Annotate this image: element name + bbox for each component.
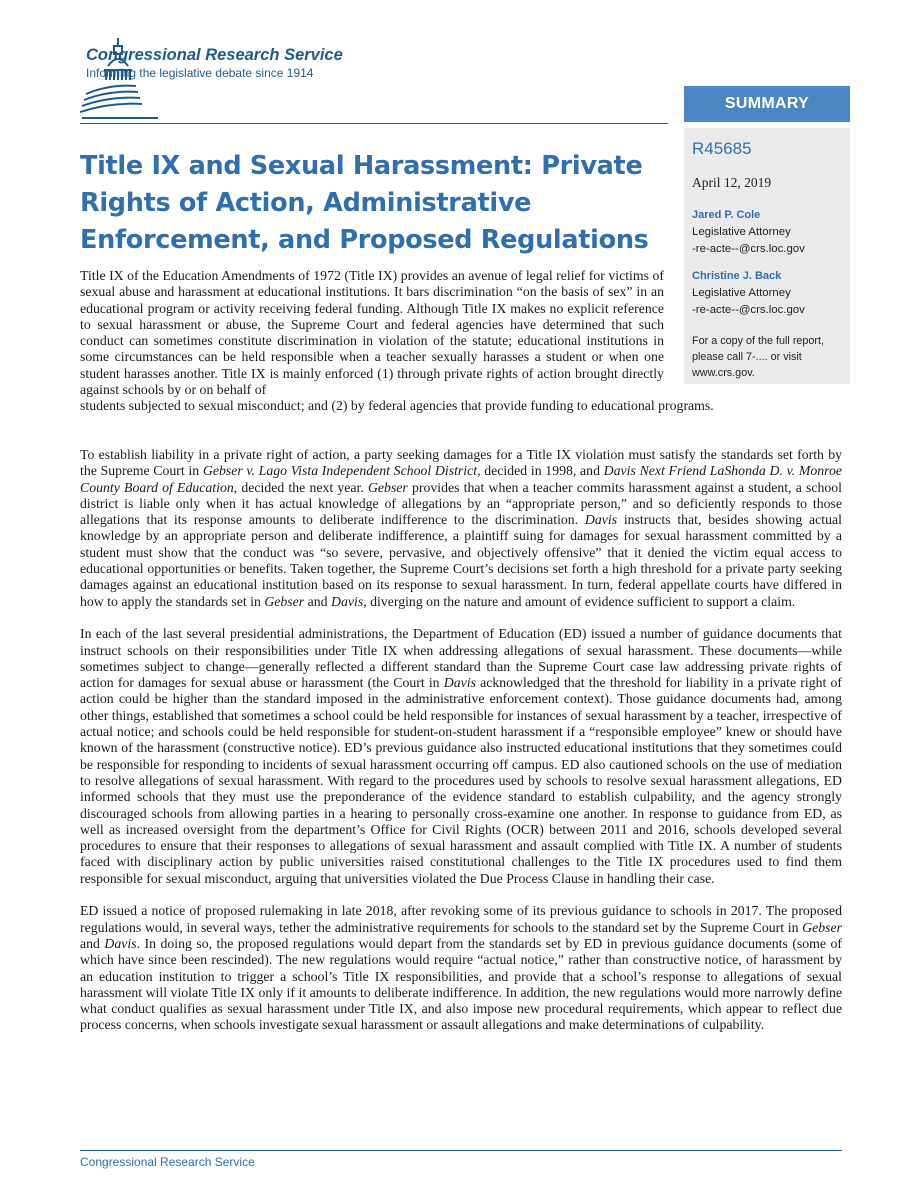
paragraph-3: In each of the last several presidential administrations, the Department of Education (ED) issued a number of guidance documents that instruct schools on their responsibilities under Title IX when addressing allegations of sexual harassment. These documents—while sometimes subject to change—generally reflected a different standard than the Supreme Court case law addressing private rights of action for damages for sexual abuse or harassment (the Court in Davis acknowledged that the threshold for liability in a private right of action could be higher than the standard imposed in the administrative enforcement context). Those guidance documents had, among other things, established that sometimes a school could be held responsible for instances of sexual harassment by a teacher, irrespective of actual notice; and schools could be held responsible for student-on-student harassment if a “responsible employee” knew or should have known of the harassment (constructive notice). ED’s previous guidance also instructed educational institutions that they sometimes could be responsible for responding to incidents of sexual harassment occurring off campus. ED also cautioned schools on the use of mediation to resolve allegations of sexual harassment. With regard to the procedures used by schools to resolve sexual harassment allegations, ED informed schools that they must use the preponderance of the evidence standard to establish culpability, and the agency strongly discouraged schools from allowing parties in a hearing to personally cross-examine one another. In response to guidance from ED, as well as increased oversight from the department’s Office for Civil Rights (OCR) between 2011 and 2016, schools developed several procedures to ensure that their responses to allegations of sexual harassment and assault complied with Title IX. A number of students faced with disciplinary action by public universities raised constitutional challenges to the Title IX procedures used to find them responsible for sexual misconduct, arguing that universities violated the Due Process Clause in handling their case. <box>80 626 842 886</box>
paragraph-1 <box>80 268 842 415</box>
author-email[interactable]: -re-acte--@crs.loc.gov <box>692 304 805 316</box>
paragraph-1-tail: students subjected to sexual misconduct; and (2) by federal agencies that provide funding to educational programs. <box>80 398 714 414</box>
remaining-paragraphs <box>80 447 842 1050</box>
report-title: Title IX and Sexual Harassment: Private Rights of Action, Administrative Enforcement, and Proposed Regulations <box>80 151 649 255</box>
author-email[interactable]: -re-acte--@crs.loc.gov <box>692 243 805 255</box>
paragraph-1-wrapped: Title IX of the Education Amendments of 1972 (Title IX) provides an avenue of legal relief for victims of sexual abuse and harassment at educational institutions. It bars discrimination “on the basis of sex” in an educational program or activity receiving federal funding. Although Title IX makes no explicit reference to sexual harassment or abuse, the Supreme Court and federal agencies have determined that such conduct can sometimes constitute discrimination in violation of the statute; educational institutions in some circumstances can be held responsible when a teacher sexually harasses a student or when one student harasses another. Title IX is mainly enforced (1) through private rights of action brought directly against schools by or on behalf of <box>80 268 664 398</box>
paragraph-2: To establish liability in a private right of action, a party seeking damages for a Title IX violation must satisfy the standards set forth by the Supreme Court in Gebser v. Lago Vista Independent School District, decided in 1998, and Davis Next Friend LaShonda D. v. Monroe County Board of Education, decided the next year. Gebser provides that when a teacher commits harassment against a student, a school district is liable only when it has actual knowledge of allegations by an “appropriate person,” and so deficiently responds to those allegations that its response amounts to deliberate indifference to the discrimination. Davis instructs that, besides showing actual knowledge by an appropriate person and deliberate indifference, a plaintiff suing for damages for sexual harassment committed by a student must show that the conduct was “so severe, pervasive, and objectively offensive” that it denied the victim equal access to educational opportunities or benefits. Taken together, the Supreme Court’s decisions set forth a high threshold for a private party seeking damages against an educational institution based on its response to sexual harassment. In turn, federal appellate courts have differed in how to apply the standards set in Gebser and Davis, diverging on the nature and amount of evidence sufficient to support a claim. <box>80 447 843 609</box>
paragraph-4: ED issued a notice of proposed rulemaking in late 2018, after revoking some of its previous guidance to schools in 2017. The proposed regulations would, in several ways, tether the administrative requirements for schools to the standard set by the Supreme Court in Gebser and Davis. In doing so, the proposed regulations would depart from the standards set by ED in previous guidance documents (some of which have since been rescinded). The new regulations would require “actual notice,” rather than constructive notice, of harassment by an education institution to trigger a school’s Title IX responsibilities, and provide that a school’s response to allegations of sexual harassment will violate Title IX only if it amounts to deliberate indifference. In addition, the new regulations would more narrowly define what conduct qualifies as sexual harassment under Title IX, and also impose new procedural requirements, which appear to reflect due process concerns, when schools investigate sexual harassment or assault allegations and make determinations of culpability. <box>80 903 842 1033</box>
author-name: Jared P. Cole <box>692 209 761 221</box>
footer-org: Congressional Research Service <box>80 1155 255 1169</box>
report-date: April 12, 2019 <box>692 175 772 190</box>
header-divider <box>80 123 668 124</box>
summary-heading: SUMMARY <box>684 86 850 122</box>
author-1 <box>692 207 842 258</box>
author-name: Christine J. Back <box>692 270 782 282</box>
footer-divider <box>80 1150 842 1151</box>
copy-note: For a copy of the full report, please call 7-.... or visit www.crs.gov. <box>692 335 825 379</box>
author-role: Legislative Attorney <box>692 287 791 299</box>
org-name: Congressional Research Service <box>86 46 343 64</box>
report-number: R45685 <box>692 139 752 158</box>
org-tagline: Informing the legislative debate since 1914 <box>86 66 314 80</box>
author-role: Legislative Attorney <box>692 226 791 238</box>
